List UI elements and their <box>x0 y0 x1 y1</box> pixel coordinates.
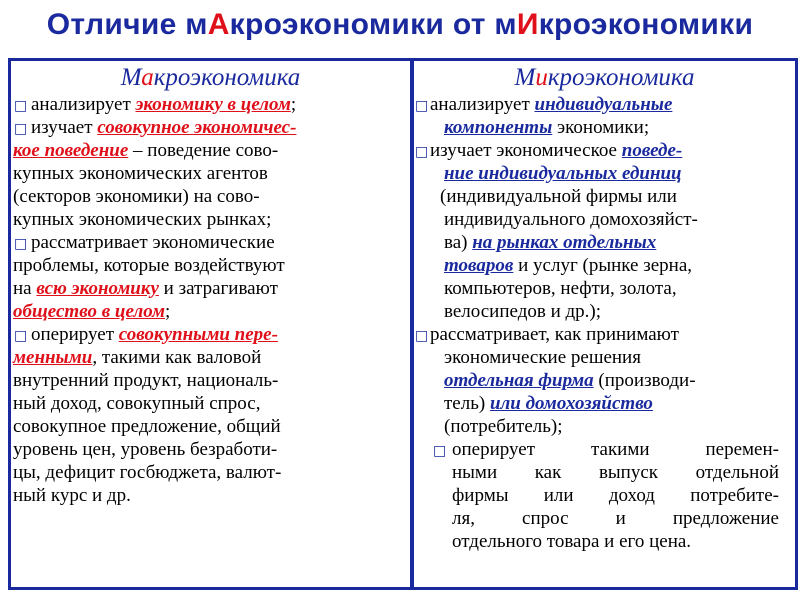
checkbox-bullet-icon: □ <box>415 328 429 344</box>
list-item: □ оперирует такими перемен- ными как выпуск отдельной фирмы или доход потребите- ля, спрос и предложение отдельного товара и его цена. <box>433 439 779 552</box>
list-item: □ анализирует экономику в целом; <box>31 93 406 116</box>
checkbox-bullet-icon: □ <box>14 121 28 137</box>
microeconomics-panel <box>411 58 798 590</box>
checkbox-bullet-icon: □ <box>433 443 447 459</box>
slide-title: Отличие мАкроэкономики от мИкроэкономики <box>46 8 754 41</box>
list-item: □ рассматривает экономические проблемы, которые воздействуют на всю экономику и затрагивают общество в целом; <box>13 232 285 322</box>
macroeconomics-heading: Макроэкономика <box>120 64 301 91</box>
list-item: □ изучает экономическое поведе- ние индивидуальных единиц (индивидуальной фирмы или индивидуального домохозяйст- ва) на рынках отдельных товаров и услуг (рынке зерна, компьютеров, нефти, золота, велосипедов и др.); <box>415 140 698 322</box>
list-item: □ оперирует совокупными пере- менными, такими как валовой внутренний продукт, националь- ный доход, совокупный спрос, совокупное предложение, общий уровень цен, уровень безработи- цы, дефицит госбюджета, валют- ный курс и др. <box>13 324 282 506</box>
macroeconomics-panel <box>8 58 413 590</box>
list-item: □ анализирует индивидуальные компоненты экономики; <box>415 94 673 138</box>
checkbox-bullet-icon: □ <box>14 236 28 252</box>
checkbox-bullet-icon: □ <box>14 328 28 344</box>
checkbox-bullet-icon: □ <box>14 98 28 114</box>
microeconomics-heading: Микроэкономика <box>514 64 695 91</box>
checkbox-bullet-icon: □ <box>415 98 429 114</box>
checkbox-bullet-icon: □ <box>415 144 429 160</box>
list-item: □ изучает совокупное экономичес- кое поведение – поведение сово- купных экономических агентов (секторов экономики) на сово- купных экономических рынках; <box>13 117 297 230</box>
list-item: □ рассматривает, как принимают экономические решения отдельная фирма (производи- тель) или домохозяйство (потребитель); <box>415 324 696 437</box>
